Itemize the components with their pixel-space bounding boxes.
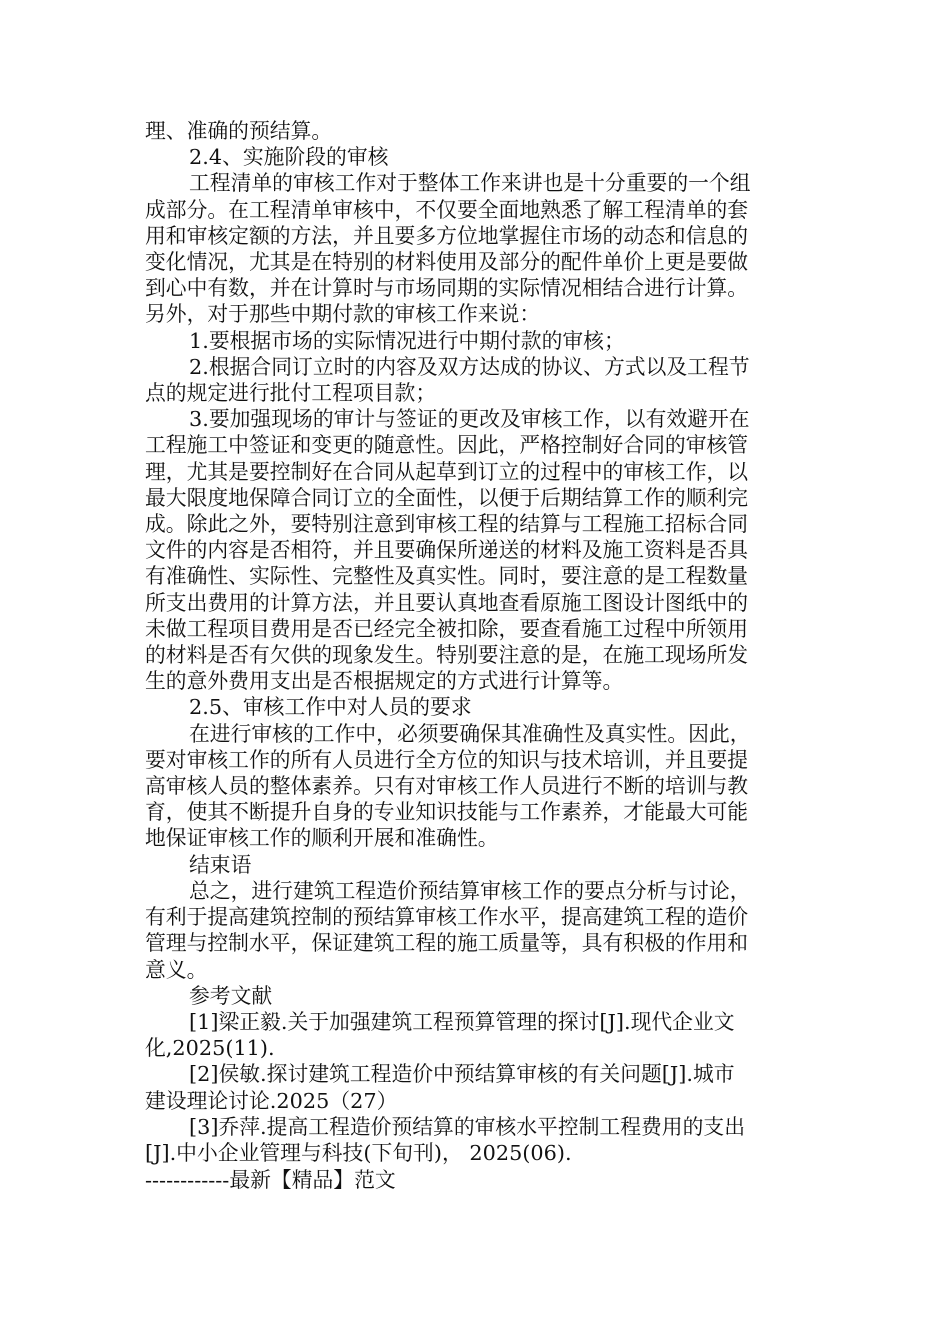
text-line: 工程清单的审核工作对于整体工作来讲也是十分重要的一个组: [189, 171, 751, 196]
text-line: 用和审核定额的方法，并且要多方位地掌握住市场的动态和信息的: [145, 223, 749, 248]
text-line: 成。除此之外，要特别注意到审核工程的结算与工程施工招标合同: [145, 512, 749, 537]
text-line: 理，尤其是要控制好在合同从起草到订立的过程中的审核工作，以: [145, 459, 749, 484]
text-line: 理、准确的预结算。: [145, 119, 333, 143]
page-footer: ------------最新【精品】范文: [145, 1168, 396, 1192]
text-line: 最大限度地保障合同订立的全面性，以便于后期结算工作的顺利完: [145, 485, 749, 510]
text-line: 文件的内容是否相符，并且要确保所递送的材料及施工资料是否具: [145, 538, 749, 563]
text-line: 的材料是否有欠供的现象发生。特别要注意的是，在施工现场所发: [145, 643, 749, 668]
text-line: 2.根据合同订立时的内容及双方达成的协议、方式以及工程节: [189, 354, 750, 379]
text-line: 2.5、审核工作中对人员的要求: [189, 695, 472, 720]
text-line: 到心中有数，并在计算时与市场同期的实际情况相结合进行计算。: [145, 276, 749, 301]
text-line: 要对审核工作的所有人员进行全方位的知识与技术培训，并且要提: [145, 747, 749, 772]
text-line: 点的规定进行批付工程项目款；: [145, 381, 437, 406]
text-line: 地保证审核工作的顺利开展和准确性。: [145, 826, 499, 851]
text-line: 参考文献: [189, 983, 273, 1008]
text-line: [3]乔萍.提高工程造价预结算的审核水平控制工程费用的支出: [189, 1114, 745, 1139]
text-line: 化,2025(11).: [145, 1036, 275, 1061]
text-line: 高审核人员的整体素养。只有对审核工作人员进行不断的培训与教: [145, 774, 749, 799]
text-line: 管理与控制水平，保证建筑工程的施工质量等，具有积极的作用和: [145, 931, 749, 956]
text-line: 工程施工中签证和变更的随意性。因此，严格控制好合同的审核管: [145, 433, 749, 458]
text-line: 3.要加强现场的审计与签证的更改及审核工作，以有效避开在: [189, 407, 750, 432]
text-line: [J].中小企业管理与科技(下旬刊)， 2025(06).: [145, 1140, 572, 1165]
text-line: 变化情况，尤其是在特别的材料使用及部分的配件单价上更是要做: [145, 250, 749, 275]
text-line: 所支出费用的计算方法，并且要认真地查看原施工图设计图纸中的: [145, 590, 749, 615]
text-line: 2.4、实施阶段的审核: [189, 145, 389, 170]
text-line: 成部分。在工程清单审核中，不仅要全面地熟悉了解工程清单的套: [145, 197, 749, 222]
text-line: 有利于提高建筑控制的预结算审核工作水平，提高建筑工程的造价: [145, 905, 749, 930]
text-line: 另外，对于那些中期付款的审核工作来说：: [145, 302, 541, 327]
text-line: 有准确性、实际性、完整性及真实性。同时，要注意的是工程数量: [145, 564, 749, 589]
text-line: 育，使其不断提升自身的专业知识技能与工作素养，才能最大可能: [145, 800, 749, 825]
text-line: 意义。: [145, 957, 208, 982]
text-line: 总之，进行建筑工程造价预结算审核工作的要点分析与讨论，: [189, 878, 751, 903]
text-line: 结束语: [189, 852, 252, 877]
text-line: [2]侯敏.探讨建筑工程造价中预结算审核的有关问题[J].城市: [189, 1062, 735, 1087]
text-line: [1]梁正毅.关于加强建筑工程预算管理的探讨[J].现代企业文: [189, 1009, 735, 1034]
text-line: 建设理论讨论.2025（27）: [145, 1088, 398, 1113]
text-line: 1.要根据市场的实际情况进行中期付款的审核；: [189, 328, 625, 353]
text-line: 生的意外费用支出是否根据规定的方式进行计算等。: [145, 669, 624, 694]
text-line: 在进行审核的工作中，必须要确保其准确性及真实性。因此，: [189, 721, 751, 746]
document-body: [145, 118, 805, 1166]
text-line: 未做工程项目费用是否已经完全被扣除，要查看施工过程中所领用: [145, 616, 749, 641]
